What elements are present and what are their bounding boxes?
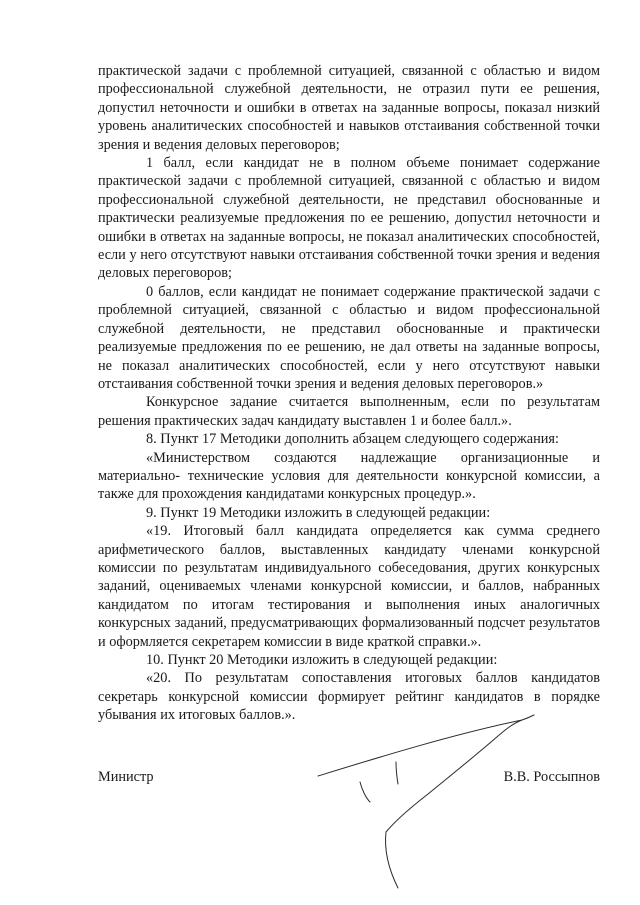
paragraph-one-point: 1 балл, если кандидат не в полном объеме понимает содержание практической задачи с проблемной ситуацией, связанной с областью и видом профессиональной служебной деятельности, не представил обоснованные и практически реализуемые предложения по ее решению, допустил неточности и ошибки в ответах на заданные вопросы, не показал аналитических способностей, если у него отсутствуют навыки отстаивания собственной точки зрения и ведения деловых переговоров; — [98, 155, 600, 282]
paragraph-item-8-text: «Министерством создаются надлежащие организационные и материально- технические условия для деятельности конкурсной комиссии, а также для прохождения кандидатами конкурсных процедур.». — [98, 449, 600, 503]
paragraph-item-10: 10. Пункт 20 Методики изложить в следующей редакции: — [146, 652, 498, 668]
document-body — [98, 62, 600, 725]
paragraph-item-8: 8. Пункт 17 Методики дополнить абзацем следующего содержания: — [146, 431, 559, 448]
handwritten-signature — [300, 690, 540, 900]
signatory-title: Министр — [98, 769, 154, 785]
paragraph-task-completed: Конкурсное задание считается выполненным, если по результатам решения практических задач кандидату выставлен 1 и более балл.». — [98, 394, 600, 429]
paragraph-item-10-text: «20. По результатам сопоставления итоговых баллов кандидатов секретарь конкурсной комиссии формирует рейтинг кандидатов в порядке убывания их итоговых баллов.». — [98, 670, 600, 724]
paragraph-item-9: 9. Пункт 19 Методики изложить в следующей редакции: — [146, 504, 491, 521]
paragraph-zero-points: 0 баллов, если кандидат не понимает содержание практической задачи с проблемной ситуацией, связанной с областью и видом профессиональной служебной деятельности, не представил обоснованные и практически реализуемые предложения по ее решению, не дал ответы на заданные вопросы, не показал аналитических способностей, если у него отсутствуют навыки отстаивания собственной точки зрения и ведения деловых переговоров.» — [98, 283, 600, 392]
paragraph-item-9-text: «19. Итоговый балл кандидата определяется как сумма среднего арифметического баллов, выставленных кандидату членами конкурсной комиссии по результатам индивидуального собеседования, других конкурсных заданий, оцениваемых членами конкурсной комиссии, и баллов, набранных кандидатом по итогам тестирования и выполнения иных аналогичных конкурсных заданий, предусматривающих формализованный подсчет результатов и оформляется секретарем комиссии в виде краткой справки.». — [98, 523, 600, 650]
paragraph-continuation: практической задачи с проблемной ситуацией, связанной с областью и видом профессиональной служебной деятельности, не отразил пути ее решения, допустил неточности и ошибки в ответах на заданные вопросы, показал низкий уровень аналитических способностей и навыков отстаивания собственной точки зрения и ведения деловых переговоров; — [98, 63, 600, 153]
signatory-name: В.В. Россыпнов — [503, 769, 600, 785]
